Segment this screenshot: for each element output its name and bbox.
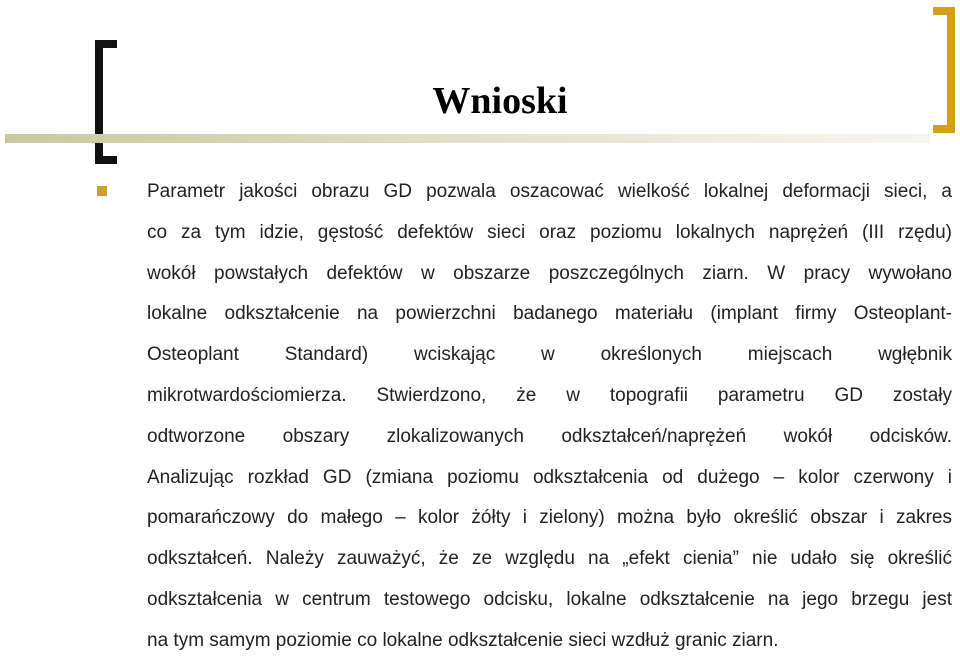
slide-title: Wnioski <box>432 80 568 122</box>
paragraph-line: na tym samym poziomie co lokalne odkształcenie sieci wzdłuż granic ziarn. <box>147 629 779 651</box>
paragraph-line: mikrotwardościomierza. Stwierdzono, że w topografii parametru GD zostały <box>147 384 952 406</box>
left-bracket-decoration <box>95 40 117 164</box>
title-divider <box>5 134 930 143</box>
conclusion-paragraph <box>147 172 952 662</box>
paragraph-line: pomarańczowy do małego – kolor żółty i zielony) można było określić obszar i zakres <box>147 507 952 529</box>
paragraph-line: wokół powstałych defektów w obszarze poszczególnych ziarn. W pracy wywołano <box>147 262 952 284</box>
paragraph-line: odtworzone obszary zlokalizowanych odkształceń/naprężeń wokół odcisków. <box>147 425 952 447</box>
square-bullet-icon <box>97 186 107 196</box>
paragraph-line: Analizując rozkład GD (zmiana poziomu odkształcenia od dużego – kolor czerwony i <box>147 466 952 488</box>
right-bracket-decoration <box>933 7 955 133</box>
paragraph-line: Parametr jakości obrazu GD pozwala oszacować wielkość lokalnej deformacji sieci, a <box>147 181 952 202</box>
paragraph-line: odkształcenia w centrum testowego odcisku, lokalne odkształcenie na jego brzegu jest <box>147 588 952 610</box>
paragraph-line: lokalne odkształcenie na powierzchni badanego materiału (implant firmy Osteoplant- <box>147 303 952 325</box>
paragraph-line: odkształceń. Należy zauważyć, że ze względu na „efekt cienia” nie udało się określić <box>147 548 952 570</box>
paragraph-line: Osteoplant Standard) wciskając w określonych miejscach wgłębnik <box>147 344 952 366</box>
paragraph-line: co za tym idzie, gęstość defektów sieci oraz poziomu lokalnych naprężeń (III rzędu) <box>147 221 952 243</box>
